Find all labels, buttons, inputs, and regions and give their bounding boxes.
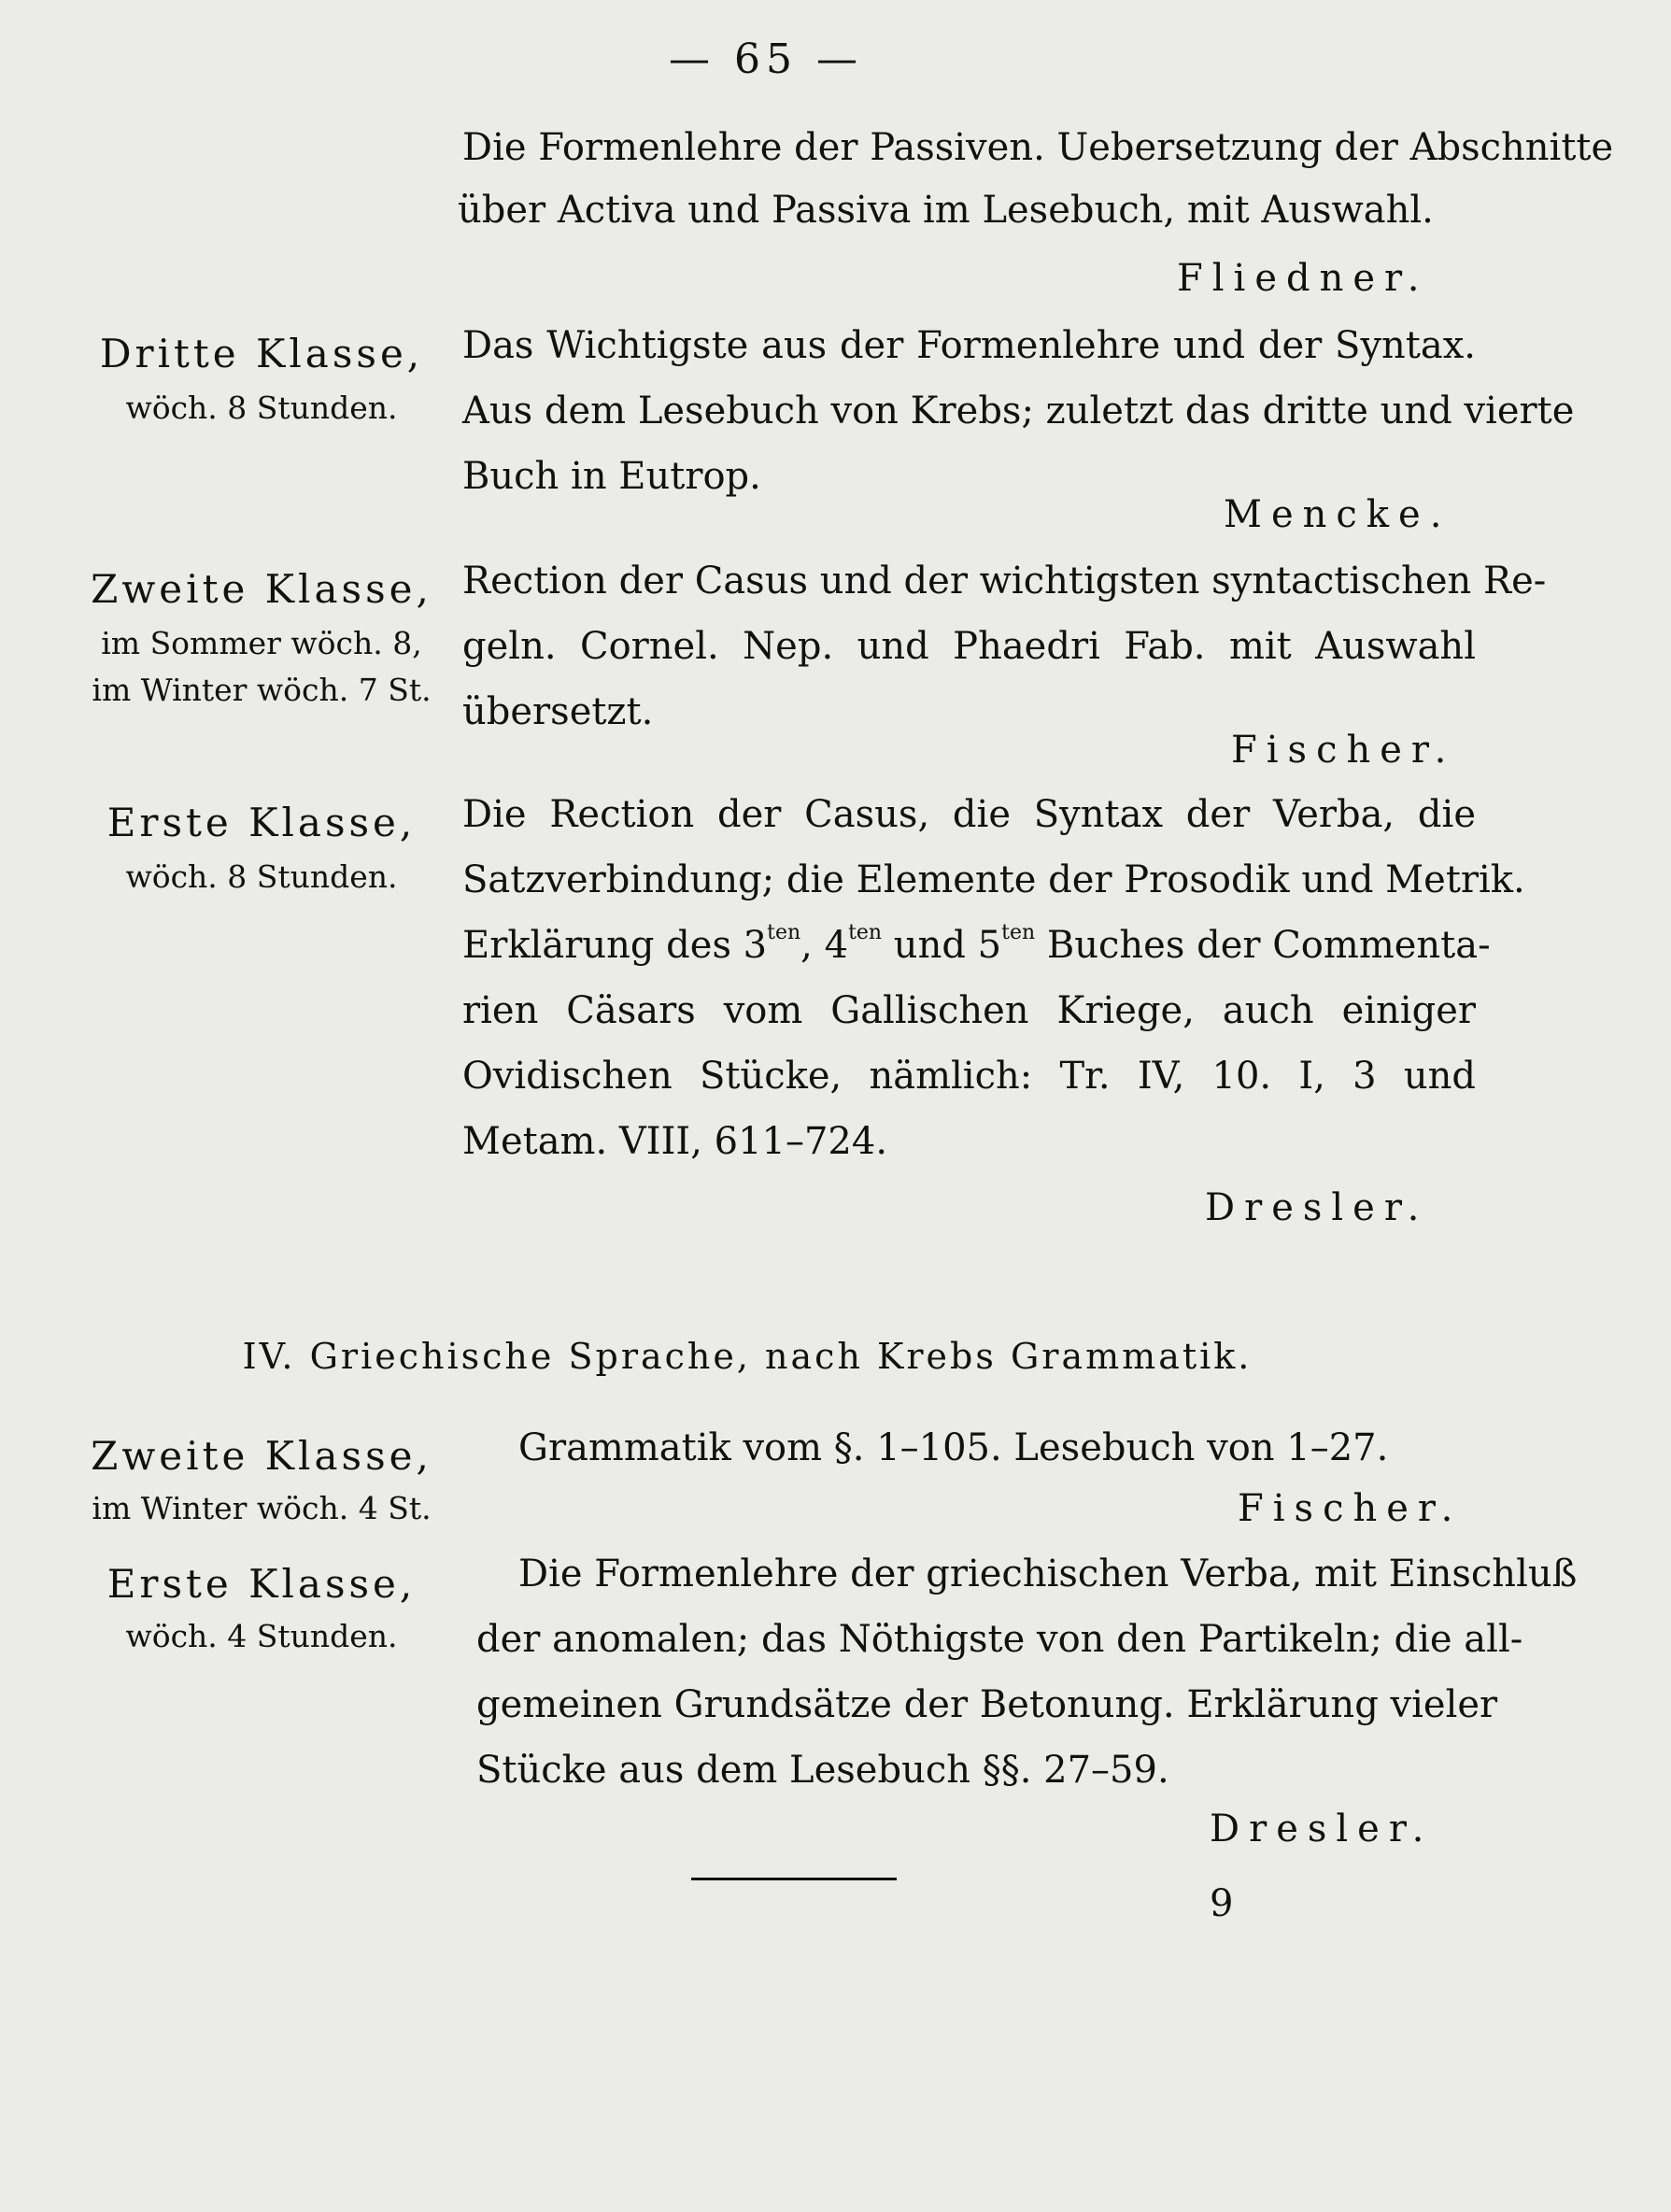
- text-line: Rection der Casus und der wichtigsten syntactischen Re-: [462, 560, 1547, 603]
- text-line: über Activa und Passiva im Lesebuch, mit Auswahl.: [458, 189, 1434, 232]
- class-label: Erste Klasse,: [106, 800, 417, 845]
- text-line: der anomalen; das Nöthigste von den Partikeln; die all-: [476, 1618, 1523, 1661]
- superscript: ten: [1001, 921, 1036, 944]
- teacher-name: Dresler.: [1210, 1808, 1434, 1850]
- superscript: ten: [767, 921, 801, 944]
- text-fragment: Buches der Commenta-: [1035, 924, 1491, 967]
- page-number: — 65 —: [669, 35, 863, 83]
- class-hours: wöch. 8 Stunden.: [125, 858, 398, 895]
- text-line: Die Rection der Casus, die Syntax der Verba, die: [462, 793, 1476, 836]
- text-line: Die Formenlehre der Passiven. Uebersetzung der Abschnitte: [462, 126, 1614, 169]
- class-hours: im Winter wöch. 4 St.: [92, 1490, 432, 1526]
- text-fragment: , 4: [800, 924, 849, 967]
- text-line: Grammatik vom §. 1–105. Lesebuch von 1–27.: [518, 1426, 1389, 1469]
- class-label: Zweite Klasse,: [91, 566, 432, 612]
- text-line: Aus dem Lesebuch von Krebs; zuletzt das dritte und vierte: [462, 390, 1575, 432]
- teacher-name: Fischer.: [1238, 1487, 1463, 1530]
- teacher-name: Fischer.: [1231, 729, 1456, 772]
- teacher-name: Mencke.: [1224, 493, 1452, 536]
- class-hours: im Winter wöch. 7 St.: [92, 672, 432, 708]
- text-line: Das Wichtigste aus der Formenlehre und der Syntax.: [462, 324, 1476, 367]
- class-label: Erste Klasse,: [106, 1561, 417, 1607]
- text-fragment: und 5: [882, 924, 1002, 967]
- class-hours: wöch. 8 Stunden.: [125, 390, 398, 426]
- text-line: Die Formenlehre der griechischen Verba, mit Einschluß: [518, 1553, 1578, 1595]
- text-line: Buch in Eutrop.: [462, 455, 761, 498]
- text-line: übersetzt.: [462, 690, 654, 733]
- text-line: Satzverbindung; die Elemente der Prosodik und Metrik.: [462, 858, 1525, 901]
- text-line: rien Cäsars vom Gallischen Kriege, auch einiger: [462, 989, 1476, 1032]
- text-line: geln. Cornel. Nep. und Phaedri Fab. mit Auswahl: [462, 625, 1476, 668]
- class-label: Zweite Klasse,: [91, 1433, 432, 1479]
- text-fragment: Erklärung des 3: [462, 924, 768, 967]
- teacher-name: Fliedner.: [1177, 257, 1429, 300]
- printer-signature-mark: 9: [1210, 1882, 1234, 1925]
- class-label: Dritte Klasse,: [99, 331, 424, 376]
- horizontal-rule: [691, 1878, 897, 1880]
- text-line: Metam. VIII, 611–724.: [462, 1120, 888, 1163]
- class-hours: wöch. 4 Stunden.: [125, 1618, 398, 1654]
- class-hours: im Sommer wöch. 8,: [101, 625, 422, 661]
- text-line: Ovidischen Stücke, nämlich: Tr. IV, 10. I, 3 und: [462, 1055, 1476, 1098]
- text-line: Stücke aus dem Lesebuch §§. 27–59.: [476, 1749, 1169, 1792]
- text-line: [462, 921, 1491, 967]
- superscript: ten: [848, 921, 883, 944]
- text-line: gemeinen Grundsätze der Betonung. Erklärung vieler: [476, 1683, 1498, 1726]
- section-heading: IV. Griechische Sprache, nach Krebs Grammatik.: [242, 1336, 1253, 1377]
- teacher-name: Dresler.: [1205, 1186, 1429, 1229]
